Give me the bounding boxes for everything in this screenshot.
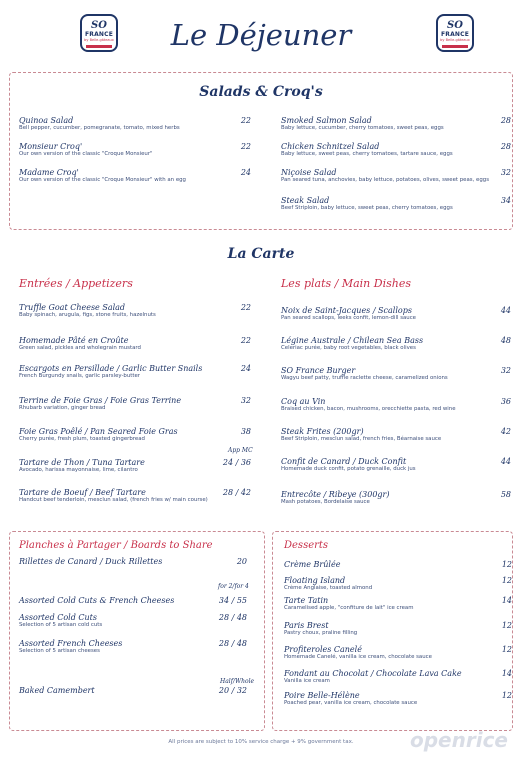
menu-item-description: Celeriac purée, baby root vegetables, black olives: [281, 345, 416, 351]
menu-item: [281, 142, 511, 158]
menu-item-price: 44: [500, 306, 511, 315]
menu-item-description: Wagyu beef patty, truffle raclette cheese, caramelized onions: [281, 375, 448, 381]
menu-item-description: Crème Anglaise, toasted almond: [284, 585, 373, 591]
menu-item-description: Homemade duck confit, potato grenaille, duck jus: [281, 466, 416, 472]
menu-item-price: 44: [500, 457, 511, 466]
menu-item-name: Homemade Pâté en Croûte: [19, 336, 129, 345]
menu-item-price: 36: [500, 397, 511, 406]
menu-item-description: Selection of 5 artisan cold cuts: [19, 622, 103, 628]
desserts-heading: Desserts: [284, 540, 329, 551]
menu-item-description: Caramelised apple, "confiture de lait" ice cream: [284, 605, 414, 611]
menu-item: [19, 596, 255, 605]
menu-item-price: 28: [500, 116, 511, 125]
menu-item: [284, 560, 512, 569]
app-mc-label: App MC: [228, 447, 253, 454]
menu-item-price: 28: [500, 142, 511, 151]
menu-item-name: Profiteroles Canelé: [284, 645, 362, 654]
menu-item: [284, 669, 512, 685]
menu-item-description: Green salad, pickles and wholegrain mustard: [19, 345, 141, 351]
menu-item-price: 28 / 48: [218, 639, 247, 648]
menu-item-price: 22: [240, 336, 251, 345]
menu-item-price: 32: [240, 396, 251, 405]
menu-item-name: Quinoa Salad: [19, 116, 74, 125]
menu-item-description: Pastry choux, praline filling: [284, 630, 358, 636]
menu-item-description: Pan seared tuna, anchovies, baby lettuce, potatoes, olives, sweet peas, eggs: [281, 177, 490, 183]
menu-item-description: Baby lettuce, sweet peas, cherry tomatoes, tartare sauce, eggs: [281, 151, 453, 157]
menu-item: [19, 639, 255, 655]
menu-item-name: Noix de Saint-Jacques / Scallops: [281, 306, 412, 315]
menu-item-price: 12: [501, 645, 512, 654]
menu-item-name: Escargots en Persillade / Garlic Butter Snails: [19, 364, 203, 373]
menu-item-description: Mash potatoes, Bordelaise sauce: [281, 499, 370, 505]
menu-item-name: Assorted Cold Cuts & French Cheeses: [19, 596, 175, 605]
menu-item-price: 38: [240, 427, 251, 436]
menu-item-name: Tartare de Boeuf / Beef Tartare: [19, 488, 146, 497]
menu-item-price: 34: [500, 196, 511, 205]
menu-item-description: Our own version of the classic "Croque Monsieur": [19, 151, 153, 157]
menu-item: [284, 691, 512, 707]
menu-item-description: Beef Striploin, baby lettuce, sweet peas, cherry tomatoes, eggs: [281, 205, 453, 211]
menu-item-price: 12: [501, 691, 512, 700]
menu-item-name: Crème Brûlée: [284, 560, 341, 569]
menu-item-price: 22: [240, 303, 251, 312]
menu-item-description: Baby spinach, arugula, figs, stone fruits, hazelnuts: [19, 312, 156, 318]
menu-item: [281, 336, 511, 352]
so-france-logo-left: SO FRANCE by Belle-gâteaux: [80, 14, 118, 52]
menu-item-name: Confit de Canard / Duck Confit: [281, 457, 407, 466]
menu-item: [281, 306, 511, 322]
menu-item-name: Coq au Vin: [281, 397, 326, 406]
menu-item: [19, 613, 255, 629]
menu-item-description: Bell pepper, cucumber, pomegranate, tomato, mixed herbs: [19, 125, 180, 131]
menu-item-name: Tartare de Thon / Tuna Tartare: [19, 458, 145, 467]
menu-item-name: Paris Brest: [284, 621, 329, 630]
menu-item: [281, 397, 511, 413]
menu-item: [19, 364, 251, 380]
menu-item: [281, 196, 511, 212]
menu-item-description: French Burgundy snails, garlic parsley-butter: [19, 373, 141, 379]
menu-item-name: Tarte Tatin: [284, 596, 329, 605]
menu-item: [281, 490, 511, 506]
menu-item-name: Légine Australe / Chilean Sea Bass: [281, 336, 424, 345]
so-france-logo-right: SO FRANCE by Belle-gâteaux: [436, 14, 474, 52]
menu-item: [19, 396, 251, 412]
menu-item: [19, 458, 251, 474]
menu-item-name: Rillettes de Canard / Duck Rillettes: [19, 557, 163, 566]
footer-note: All prices are subject to 10% service charge + 9% government tax.: [168, 739, 354, 745]
menu-item-description: Handcut beef tenderloin, mesclun salad, (french fries w/ main course): [19, 497, 208, 503]
menu-item: [281, 457, 511, 473]
carte-heading: La Carte: [227, 246, 295, 262]
menu-item: [19, 686, 255, 695]
menu-item: [19, 168, 251, 184]
menu-item-description: Poached pear, vanilla ice cream, chocolate sauce: [284, 700, 418, 706]
menu-item-name: Madame Croq': [19, 168, 79, 177]
menu-item: [19, 142, 251, 158]
menu-item-name: Niçoise Salad: [281, 168, 337, 177]
menu-item-name: Steak Salad: [281, 196, 330, 205]
menu-item-price: 20 / 32: [218, 686, 247, 695]
menu-item-price: 24: [240, 364, 251, 373]
menu-item: [281, 116, 511, 132]
menu-item-name: Floating Island: [284, 576, 346, 585]
entrees-heading: Entrées / Appetizers: [19, 277, 133, 290]
menu-item-price: 42: [500, 427, 511, 436]
menu-item-price: 28 / 42: [222, 488, 251, 497]
for-2-for-4-label: for 2/for 4: [218, 583, 249, 590]
menu-item: [19, 557, 255, 566]
menu-item-price: 34 / 55: [218, 596, 247, 605]
menu-item-name: Foie Gras Poêlé / Pan Seared Foie Gras: [19, 427, 178, 436]
menu-item-name: Smoked Salmon Salad: [281, 116, 372, 125]
menu-item-name: Fondant au Chocolat / Chocolate Lava Cake: [284, 669, 462, 678]
menu-item-price: 12: [501, 576, 512, 585]
menu-item-price: 22: [240, 116, 251, 125]
menu-item: [284, 596, 512, 612]
menu-item-description: Braised chicken, bacon, mushrooms, orecchiette pasta, red wine: [281, 406, 456, 412]
plats-heading: Les plats / Main Dishes: [281, 277, 411, 290]
menu-item-name: Chicken Schnitzel Salad: [281, 142, 380, 151]
menu-item-name: Monsieur Croq': [19, 142, 83, 151]
menu-item: [19, 303, 251, 319]
menu-item-price: 12: [501, 560, 512, 569]
menu-item-name: Terrine de Foie Gras / Foie Gras Terrine: [19, 396, 182, 405]
menu-item: [19, 427, 251, 443]
menu-item-price: 24: [240, 168, 251, 177]
menu-item-name: Entrecôte / Ribeye (300gr): [281, 490, 390, 499]
menu-item-description: Cherry purée, fresh plum, toasted gingerbread: [19, 436, 145, 442]
menu-item-description: Vanilla ice cream: [284, 678, 330, 684]
menu-item: [284, 621, 512, 637]
menu-item-description: Baby lettuce, cucumber, cherry tomatoes, sweet peas, eggs: [281, 125, 444, 131]
menu-item-price: 48: [500, 336, 511, 345]
menu-item-description: Homemade Canelé, vanilla ice cream, chocolate sauce: [284, 654, 432, 660]
menu-item: [19, 336, 251, 352]
menu-item-description: Beef Striploin, mesclun salad, french fries, Béarnaise sauce: [281, 436, 442, 442]
menu-item-price: 32: [500, 168, 511, 177]
menu-item-price: 28 / 48: [218, 613, 247, 622]
menu-item-name: Steak Frites (200gr): [281, 427, 364, 436]
menu-item-description: Pan seared scallops, leeks confit, lemon-dill sauce: [281, 315, 416, 321]
salads-heading: Salads & Croq's: [199, 84, 323, 100]
menu-item-name: Assorted French Cheeses: [19, 639, 123, 648]
menu-item: [19, 116, 251, 132]
menu-item-name: SO France Burger: [281, 366, 356, 375]
menu-item: [281, 427, 511, 443]
menu-item-name: Baked Camembert: [19, 686, 95, 695]
menu-item: [284, 645, 512, 661]
half-whole-label: Half/Whole: [220, 678, 255, 685]
menu-item-price: 32: [500, 366, 511, 375]
menu-item: [281, 168, 511, 184]
menu-item-price: 22: [240, 142, 251, 151]
menu-item-price: 14: [501, 596, 512, 605]
menu-item-description: Rhubarb variation, ginger bread: [19, 405, 106, 411]
menu-item-name: Truffle Goat Cheese Salad: [19, 303, 126, 312]
menu-item-price: 14: [501, 669, 512, 678]
menu-item: [284, 576, 512, 592]
menu-item-price: 58: [500, 490, 511, 499]
planches-heading: Planches à Partager / Boards to Share: [19, 540, 213, 551]
watermark: openrice: [410, 728, 508, 752]
menu-item-price: 24 / 36: [222, 458, 251, 467]
menu-item-price: 20: [236, 557, 247, 566]
menu-item: [19, 488, 251, 504]
menu-item-price: 12: [501, 621, 512, 630]
page-title: Le Déjeuner: [170, 18, 352, 52]
menu-item-name: Poire Belle-Hélène: [284, 691, 360, 700]
menu-item-description: Our own version of the classic "Croque Monsieur" with an egg: [19, 177, 186, 183]
menu-item: [281, 366, 511, 382]
menu-item-description: Avocado, harissa mayonnaise, lime, cilantro: [19, 467, 138, 473]
menu-item-description: Selection of 5 artisan cheeses: [19, 648, 100, 654]
menu-item-name: Assorted Cold Cuts: [19, 613, 97, 622]
